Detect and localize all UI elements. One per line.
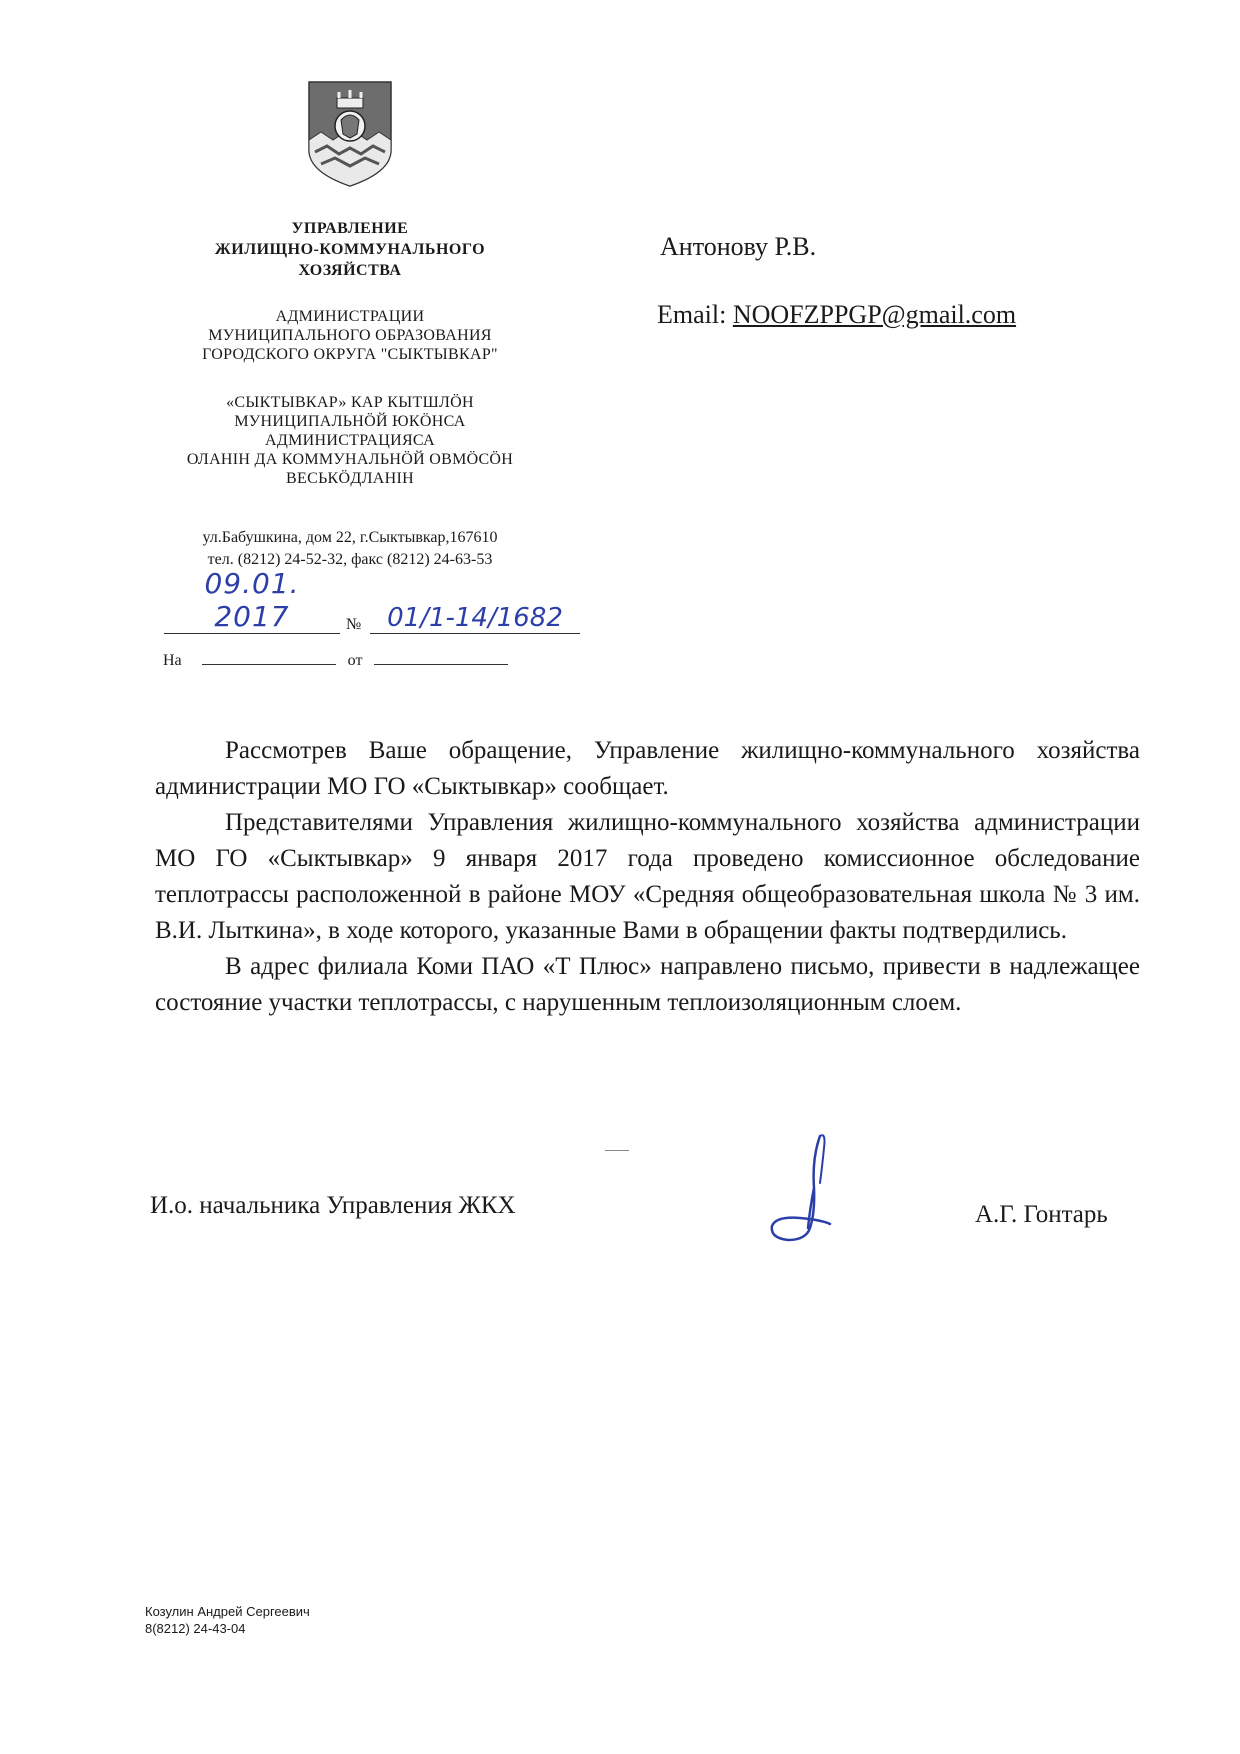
signatory-title: И.о. начальника Управления ЖКХ — [150, 1192, 516, 1219]
from-label: от — [347, 652, 363, 669]
org-address: ул.Бабушкина, дом 22, г.Сыктывкар,167610 — [202, 529, 498, 546]
org-title-line: ЖИЛИЩНО-КОММУНАЛЬНОГО — [214, 241, 486, 258]
org-administration — [140, 307, 560, 364]
body-paragraph: Рассмотрев Ваше обращение, Управление жилищно-коммунального хозяйства администрации МО ГО «Сыктывкар» сообщает. — [155, 737, 1140, 800]
org-komi-line: ОЛАНІН ДА КОММУНАЛЬНӦЙ ОВМӦСӦН — [186, 451, 514, 468]
coat-of-arms-icon — [307, 80, 393, 188]
org-komi-line: «СЫКТЫВКАР» КАР КЫТШЛӦН — [226, 394, 474, 411]
body-paragraph: Представителями Управления жилищно-коммунального хозяйства администрации МО ГО «Сыктывкар» 9 января 2017 года проведено комиссионное обследование теплотрассы расположенной в районе МОУ «Средняя общеобразовательная школа № 3 им. В.И. Лыткина», в ходе которого, указанные Вами в обращении факты подтвердились. — [155, 809, 1140, 944]
ref-blank — [202, 650, 336, 665]
executor-phone: 8(8212) 24-43-04 — [145, 1621, 246, 1636]
reference-line — [163, 650, 583, 670]
from-blank — [374, 650, 508, 665]
org-title-line: УПРАВЛЕНИЕ — [291, 220, 409, 237]
signatory-name: А.Г. Гонтарь — [975, 1201, 1108, 1228]
org-title-line: ХОЗЯЙСТВА — [298, 262, 402, 279]
executor-name: Козулин Андрей Сергеевич — [145, 1604, 310, 1619]
registration-date: 09.01. 2017 — [164, 567, 340, 634]
registration-line — [160, 567, 590, 640]
org-title — [140, 218, 560, 281]
ref-label: На — [163, 652, 182, 669]
body-paragraph: В адрес филиала Коми ПАО «Т Плюс» направлено письмо, привести в надлежащее состояние участки теплотрассы, с нарушенным теплоизоляционным слоем. — [155, 953, 1140, 1016]
org-admin-line: МУНИЦИПАЛЬНОГО ОБРАЗОВАНИЯ — [208, 327, 492, 344]
recipient-name: Антонову Р.В. — [660, 232, 817, 261]
number-label: № — [346, 616, 362, 633]
org-admin-line: АДМИНИСТРАЦИИ — [275, 308, 425, 325]
org-admin-line: ГОРОДСКОГО ОКРУГА "СЫКТЫВКАР" — [202, 346, 498, 363]
org-phones: тел. (8212) 24-52-32, факс (8212) 24-63-53 — [207, 551, 493, 568]
letter-body — [155, 733, 1140, 1021]
handwritten-signature — [760, 1128, 860, 1243]
email-address[interactable]: NOOFZPPGP@gmail.com — [732, 300, 1017, 329]
org-komi-line: ВЕСЬКӦДЛАНІН — [286, 470, 414, 487]
org-komi-line: АДМИНИСТРАЦИЯСА — [265, 432, 435, 449]
org-contacts — [140, 527, 560, 571]
org-komi-line: МУНИЦИПАЛЬНӦЙ ЮКӦНСА — [234, 413, 466, 430]
recipient-email — [657, 300, 1016, 330]
divider — [605, 1150, 629, 1151]
org-komi-name — [140, 393, 560, 488]
executor-info — [145, 1603, 310, 1637]
email-label: Email: — [657, 300, 727, 329]
registration-number: 01/1-14/1682 — [370, 603, 580, 634]
